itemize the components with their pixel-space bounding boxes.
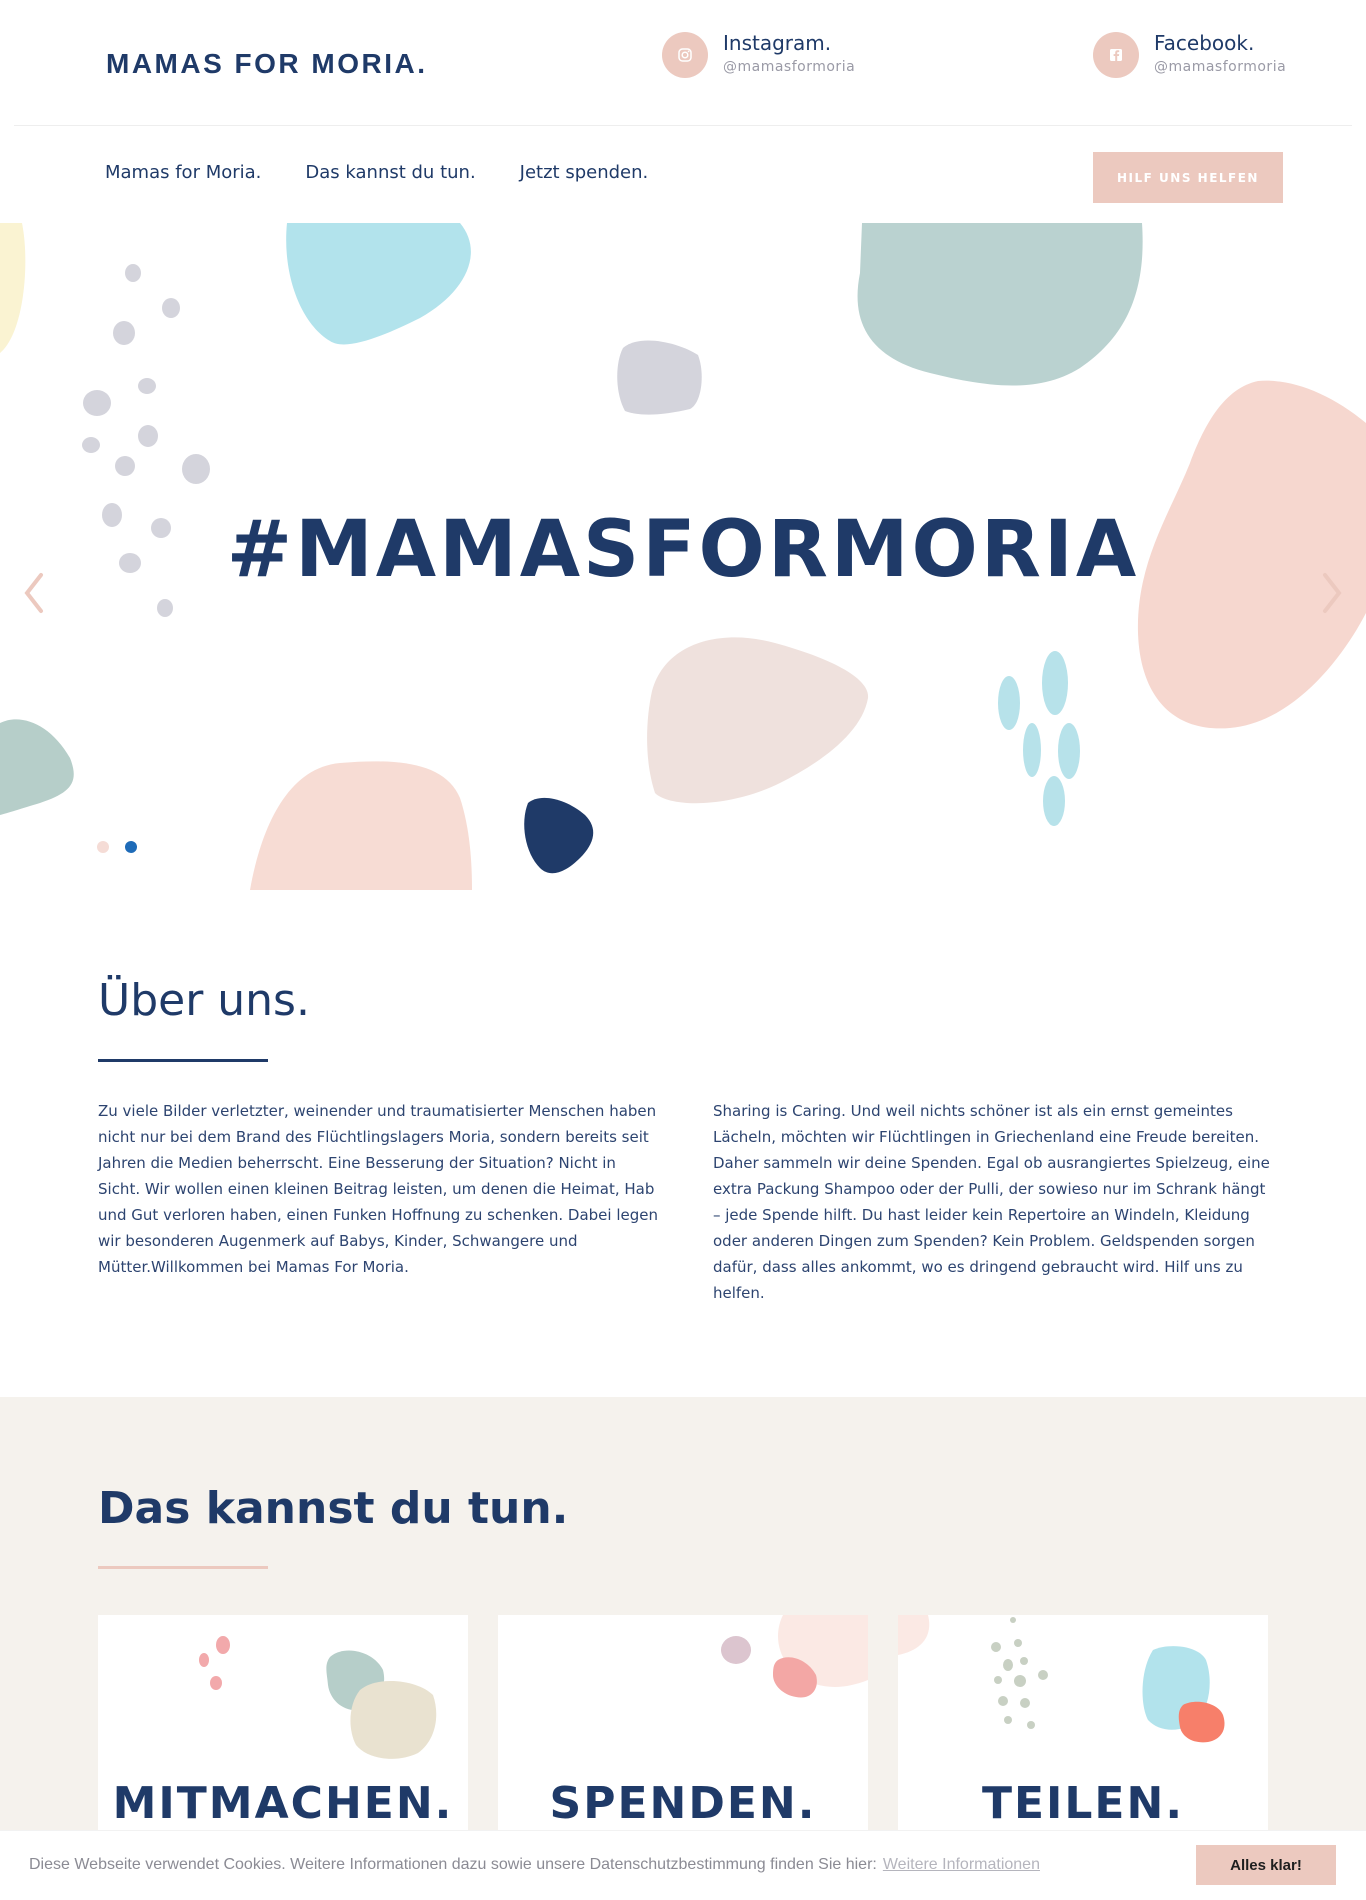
hero-headline: #MAMASFORMORIA <box>226 505 1140 595</box>
card-teilen-label: TEILEN. <box>981 1778 1185 1829</box>
help-us-button[interactable]: HILF UNS HELFEN <box>1093 152 1283 203</box>
chevron-left-icon <box>19 569 49 617</box>
about-text-left: Zu viele Bilder verletzter, weinender und traumatisierter Menschen haben nicht nur bei dem Brand des Flüchtlingslagers Moria, sondern bereits seit Jahren die Medien beherrscht. Eine Besserung der Situation? Nicht in Sicht. Wir wollen einen kleinen Beitrag leisten, um denen die Heimat, Hab und Gut verloren haben, einen Funken Hoffnung zu schenken. Dabei legen wir besonderen Augenmerk auf Babys, Kinder, Schwangere und Mütter.Willkommen bei Mamas For Moria. <box>98 1102 658 1276</box>
slider-dot-1[interactable] <box>97 841 109 853</box>
facebook-label: Facebook. <box>1154 31 1255 55</box>
cookie-message-text: Diese Webseite verwendet Cookies. Weitere Informationen dazu sowie unsere Datenschutzbestimmung finden Sie hier: <box>29 1856 877 1873</box>
facebook-icon <box>1093 32 1139 78</box>
cookie-more-info-link[interactable]: Weitere Informationen <box>882 1856 1040 1873</box>
instagram-label: Instagram. <box>723 31 832 55</box>
cookie-banner <box>0 1830 1366 1900</box>
slider-next-button[interactable] <box>1312 563 1352 623</box>
header-divider <box>14 125 1352 126</box>
actions-section <box>0 1397 1366 1900</box>
card-spenden-label: SPENDEN. <box>549 1778 817 1829</box>
instagram-link[interactable] <box>662 30 855 78</box>
instagram-icon <box>662 32 708 78</box>
main-nav <box>105 162 692 183</box>
slider-dots <box>97 841 153 853</box>
site-logo[interactable]: MAMAS FOR MORIA. <box>106 48 428 79</box>
card-mitmachen-label: MITMACHEN. <box>112 1778 454 1829</box>
about-text-right: Sharing is Caring. Und weil nichts schöner ist als ein ernst gemeintes Lächeln, möchten wir Flüchtlingen in Griechenland eine Freude bereiten. Daher sammeln wir deine Spenden. Egal ob ausrangiertes Spielzeug, eine extra Packung Shampoo oder der Pulli, der sowieso nur im Schrank hängt – jede Spende hilft. Du hast leider kein Repertoire an Windeln, Kleidung oder anderen Dingen zum Spenden? Kein Problem. Geldspenden sorgen dafür, dass alles ankommt, wo es dringend gebraucht wird. Hilf uns zu helfen. <box>713 1102 1270 1302</box>
nav-item-das-kannst-du-tun[interactable]: Das kannst du tun. <box>305 162 476 183</box>
actions-title-underline <box>98 1566 268 1569</box>
about-title: Über uns. <box>98 975 310 1026</box>
facebook-handle: @mamasformoria <box>1154 59 1287 75</box>
hero-slider <box>0 223 1366 890</box>
facebook-link[interactable] <box>1093 30 1286 78</box>
instagram-handle: @mamasformoria <box>723 59 856 75</box>
slider-prev-button[interactable] <box>14 563 54 623</box>
about-title-underline <box>98 1059 268 1062</box>
chevron-right-icon <box>1317 569 1347 617</box>
slider-dot-2-active[interactable] <box>125 841 137 853</box>
cookie-accept-button[interactable]: Alles klar! <box>1196 1845 1336 1885</box>
actions-title: Das kannst du tun. <box>98 1483 569 1534</box>
nav-item-mamas-for-moria[interactable]: Mamas for Moria. <box>105 162 262 183</box>
nav-item-jetzt-spenden[interactable]: Jetzt spenden. <box>519 162 649 183</box>
site-header <box>0 0 1366 126</box>
cookie-message <box>29 1856 1040 1874</box>
